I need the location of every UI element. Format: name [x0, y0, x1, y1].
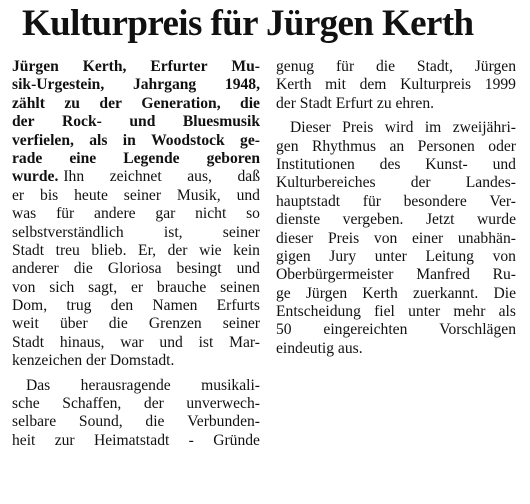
word: Verbunden-	[187, 413, 260, 431]
word: Preis	[342, 119, 374, 137]
word: Heimatstadt	[93, 431, 170, 449]
word: selbstverständlich	[12, 223, 124, 241]
word: zu	[64, 94, 80, 112]
text-line	[12, 413, 260, 431]
word: kein	[233, 241, 260, 259]
text-line	[12, 58, 260, 76]
word: Dom,	[12, 297, 48, 315]
word: von	[373, 229, 398, 247]
word: Vorschlägen	[439, 321, 516, 339]
article-headline: Kulturpreis für Jürgen Kerth	[22, 3, 474, 44]
right-column	[276, 58, 516, 358]
word: Entscheidung	[276, 303, 361, 321]
word: einer	[412, 229, 444, 247]
word: Jury	[329, 247, 357, 265]
lead-block	[12, 58, 260, 168]
text-line	[12, 150, 260, 168]
text-line	[12, 132, 260, 150]
word: eingereichten	[323, 321, 408, 339]
text-line	[12, 377, 260, 395]
word: ge-	[240, 131, 260, 149]
text-line	[276, 230, 516, 248]
word: wie	[199, 241, 222, 259]
word: hauptstadt	[276, 192, 341, 210]
word: Kerth,	[82, 58, 127, 75]
word: ist	[198, 333, 214, 351]
word: zählt	[12, 94, 45, 112]
word: im	[424, 119, 442, 137]
text-line	[276, 303, 516, 321]
word: zweijähri-	[452, 119, 516, 137]
word: die	[375, 58, 396, 75]
word: Legende	[123, 149, 180, 167]
word: gen	[276, 137, 299, 155]
text-line	[12, 205, 260, 223]
word: dieser	[276, 229, 314, 247]
text-line	[276, 119, 516, 137]
word: über	[59, 315, 88, 333]
word: Personen	[417, 137, 475, 155]
word: verfielen,	[12, 131, 74, 149]
word: heit	[12, 431, 36, 449]
word: Ihn	[63, 168, 85, 186]
word: von	[12, 278, 36, 296]
word: Sound,	[78, 413, 123, 431]
text-line	[276, 138, 516, 156]
word: Erfurts	[216, 297, 260, 315]
word: ist,	[163, 223, 183, 241]
text-line	[12, 224, 260, 242]
text-line	[12, 242, 260, 260]
word: Preis	[327, 229, 360, 247]
text-line	[276, 266, 516, 284]
word: wurde	[477, 211, 516, 229]
text-line	[12, 334, 260, 352]
word: und	[129, 113, 156, 131]
text-line: der Stadt Erfurt zu ehren.	[276, 94, 435, 112]
word: andere	[94, 205, 136, 223]
word: seiner	[222, 223, 260, 241]
word: aus,	[187, 168, 212, 186]
word: zuerkannt.	[412, 284, 479, 302]
word: heute	[74, 186, 108, 204]
word: Kerth	[362, 284, 398, 302]
word: 50	[276, 321, 292, 339]
word: unter	[374, 247, 407, 265]
mixed-line	[12, 168, 260, 186]
word: Rock-	[62, 113, 102, 131]
word: unabhän-	[457, 229, 516, 247]
word: Gloriosa	[107, 260, 162, 278]
word: Die	[493, 284, 516, 302]
word: den	[110, 297, 134, 315]
text-line: eindeutig aus.	[276, 339, 363, 357]
text-line	[12, 279, 260, 297]
text-line	[276, 285, 516, 303]
word: Stadt,	[416, 58, 453, 75]
word: zeichnet	[109, 168, 162, 186]
word: Jürgen	[474, 58, 516, 75]
word: Rhythmus	[311, 137, 377, 155]
word: mehr	[453, 303, 486, 321]
word: als	[89, 131, 108, 149]
word: der	[167, 241, 188, 259]
word: die	[240, 94, 260, 112]
word: Grenzen	[148, 315, 202, 333]
word: genug	[276, 58, 315, 75]
word: Mu-	[231, 58, 260, 75]
word: sich	[49, 278, 75, 296]
word: herausragende	[80, 376, 171, 394]
word: für	[335, 58, 355, 75]
word: und	[492, 155, 516, 173]
word: Gründe	[213, 431, 260, 449]
word: so	[246, 205, 260, 223]
word: Oberbürgermeister	[276, 266, 394, 284]
word: fiel	[374, 303, 395, 321]
text-line	[276, 321, 516, 339]
word: dem	[359, 76, 387, 94]
word: dienste	[276, 211, 321, 229]
word: Manfred	[416, 266, 470, 284]
word: unter	[408, 303, 441, 321]
word: selbare	[12, 413, 57, 431]
word: von	[492, 247, 516, 265]
word: Kulturbereiches	[276, 174, 376, 192]
word: mit	[325, 76, 346, 94]
text-line	[12, 432, 260, 450]
word: Bluesmusik	[182, 113, 260, 131]
word: ge	[276, 284, 291, 302]
word: an	[389, 137, 405, 155]
text-line	[276, 156, 516, 174]
word: Ver-	[489, 192, 516, 210]
word: Schaffen,	[62, 395, 122, 413]
word: des	[379, 155, 401, 173]
word: Das	[26, 376, 51, 394]
word: daß	[237, 168, 260, 186]
word: der	[12, 113, 35, 131]
word: seiner	[123, 186, 162, 204]
word: eine	[69, 149, 97, 167]
text-line	[12, 187, 260, 205]
text-line	[276, 58, 516, 76]
word: treu	[55, 241, 80, 259]
text-line	[12, 260, 260, 278]
text-line: kenzeichen der Domstadt.	[12, 352, 175, 370]
text-line	[276, 248, 516, 266]
word: war	[120, 333, 144, 351]
word: unverwech-	[186, 395, 260, 413]
word: weit	[12, 315, 39, 333]
word: -	[188, 431, 194, 449]
word: seinen	[220, 278, 260, 296]
word: der	[410, 174, 431, 192]
word: rade	[12, 149, 43, 167]
word: die	[108, 315, 128, 333]
word: wird	[384, 119, 414, 137]
word: oder	[488, 137, 516, 155]
word: 1999	[484, 76, 516, 94]
text-line	[276, 174, 516, 192]
word: sagt,	[88, 278, 118, 296]
word: blieb.	[91, 241, 127, 259]
text-line	[12, 297, 260, 315]
word: Stadt	[12, 333, 45, 351]
word: seiner	[222, 315, 260, 333]
word: Ru-	[492, 266, 516, 284]
word: er	[130, 278, 144, 296]
word: Er,	[138, 241, 157, 259]
paragraph-4	[276, 119, 516, 358]
text-line	[12, 113, 260, 131]
word: zur	[54, 431, 75, 449]
paragraph-3	[276, 58, 516, 113]
word: in	[122, 131, 136, 149]
word: sik-Urgestein,	[12, 76, 105, 94]
word: der	[143, 395, 164, 413]
word: Woodstock	[151, 131, 225, 149]
word: vergeben.	[342, 211, 404, 229]
word: er	[12, 186, 25, 204]
word: trug	[66, 297, 92, 315]
word: und	[236, 186, 260, 204]
text-line	[12, 76, 260, 94]
mixed-rest	[63, 168, 260, 186]
left-column	[12, 58, 260, 450]
word: für	[56, 205, 75, 223]
word: nicht	[195, 205, 227, 223]
word: Institutionen	[276, 155, 355, 173]
text-line	[276, 193, 516, 211]
word: Mar-	[229, 333, 260, 351]
paragraph-1-body	[12, 187, 260, 371]
word: musikali-	[201, 376, 260, 394]
word: Generation,	[141, 94, 221, 112]
text-line	[12, 315, 260, 333]
word: die	[145, 413, 165, 431]
paragraph-2	[12, 377, 260, 451]
word: als	[498, 303, 516, 321]
word: Kerth	[276, 76, 312, 94]
word: geboren	[206, 149, 260, 167]
word: gigen	[276, 247, 311, 265]
word: Dieser	[290, 119, 331, 137]
word: Jürgen	[305, 284, 348, 302]
word: hinaus,	[59, 333, 105, 351]
text-line	[12, 95, 260, 113]
word: Landes-	[465, 174, 516, 192]
word: besingt	[176, 260, 222, 278]
word: für	[362, 192, 381, 210]
word: besondere	[403, 192, 467, 210]
word: die	[73, 260, 93, 278]
word: anderer	[12, 260, 59, 278]
word: Jahrgang	[132, 76, 197, 94]
text-line	[12, 395, 260, 413]
word: Kulturpreis	[400, 76, 472, 94]
word: 1948,	[224, 76, 260, 94]
word: gar	[155, 205, 176, 223]
word: Erfurter	[150, 58, 208, 75]
word: und	[159, 333, 183, 351]
word: sche	[12, 395, 40, 413]
word: Jetzt	[425, 211, 455, 229]
text-line	[276, 76, 516, 94]
word: bis	[40, 186, 59, 204]
word: Musik,	[176, 186, 221, 204]
word: Jürgen	[12, 58, 59, 75]
word: Namen	[152, 297, 198, 315]
word: Stadt	[12, 241, 45, 259]
word: brauche	[156, 278, 207, 296]
word: was	[12, 205, 37, 223]
text-line	[276, 211, 516, 229]
lead-end: wurde.	[12, 168, 59, 186]
word: der	[99, 94, 122, 112]
word: Leitung	[425, 247, 474, 265]
word: und	[236, 260, 260, 278]
word: Kunst-	[425, 155, 468, 173]
